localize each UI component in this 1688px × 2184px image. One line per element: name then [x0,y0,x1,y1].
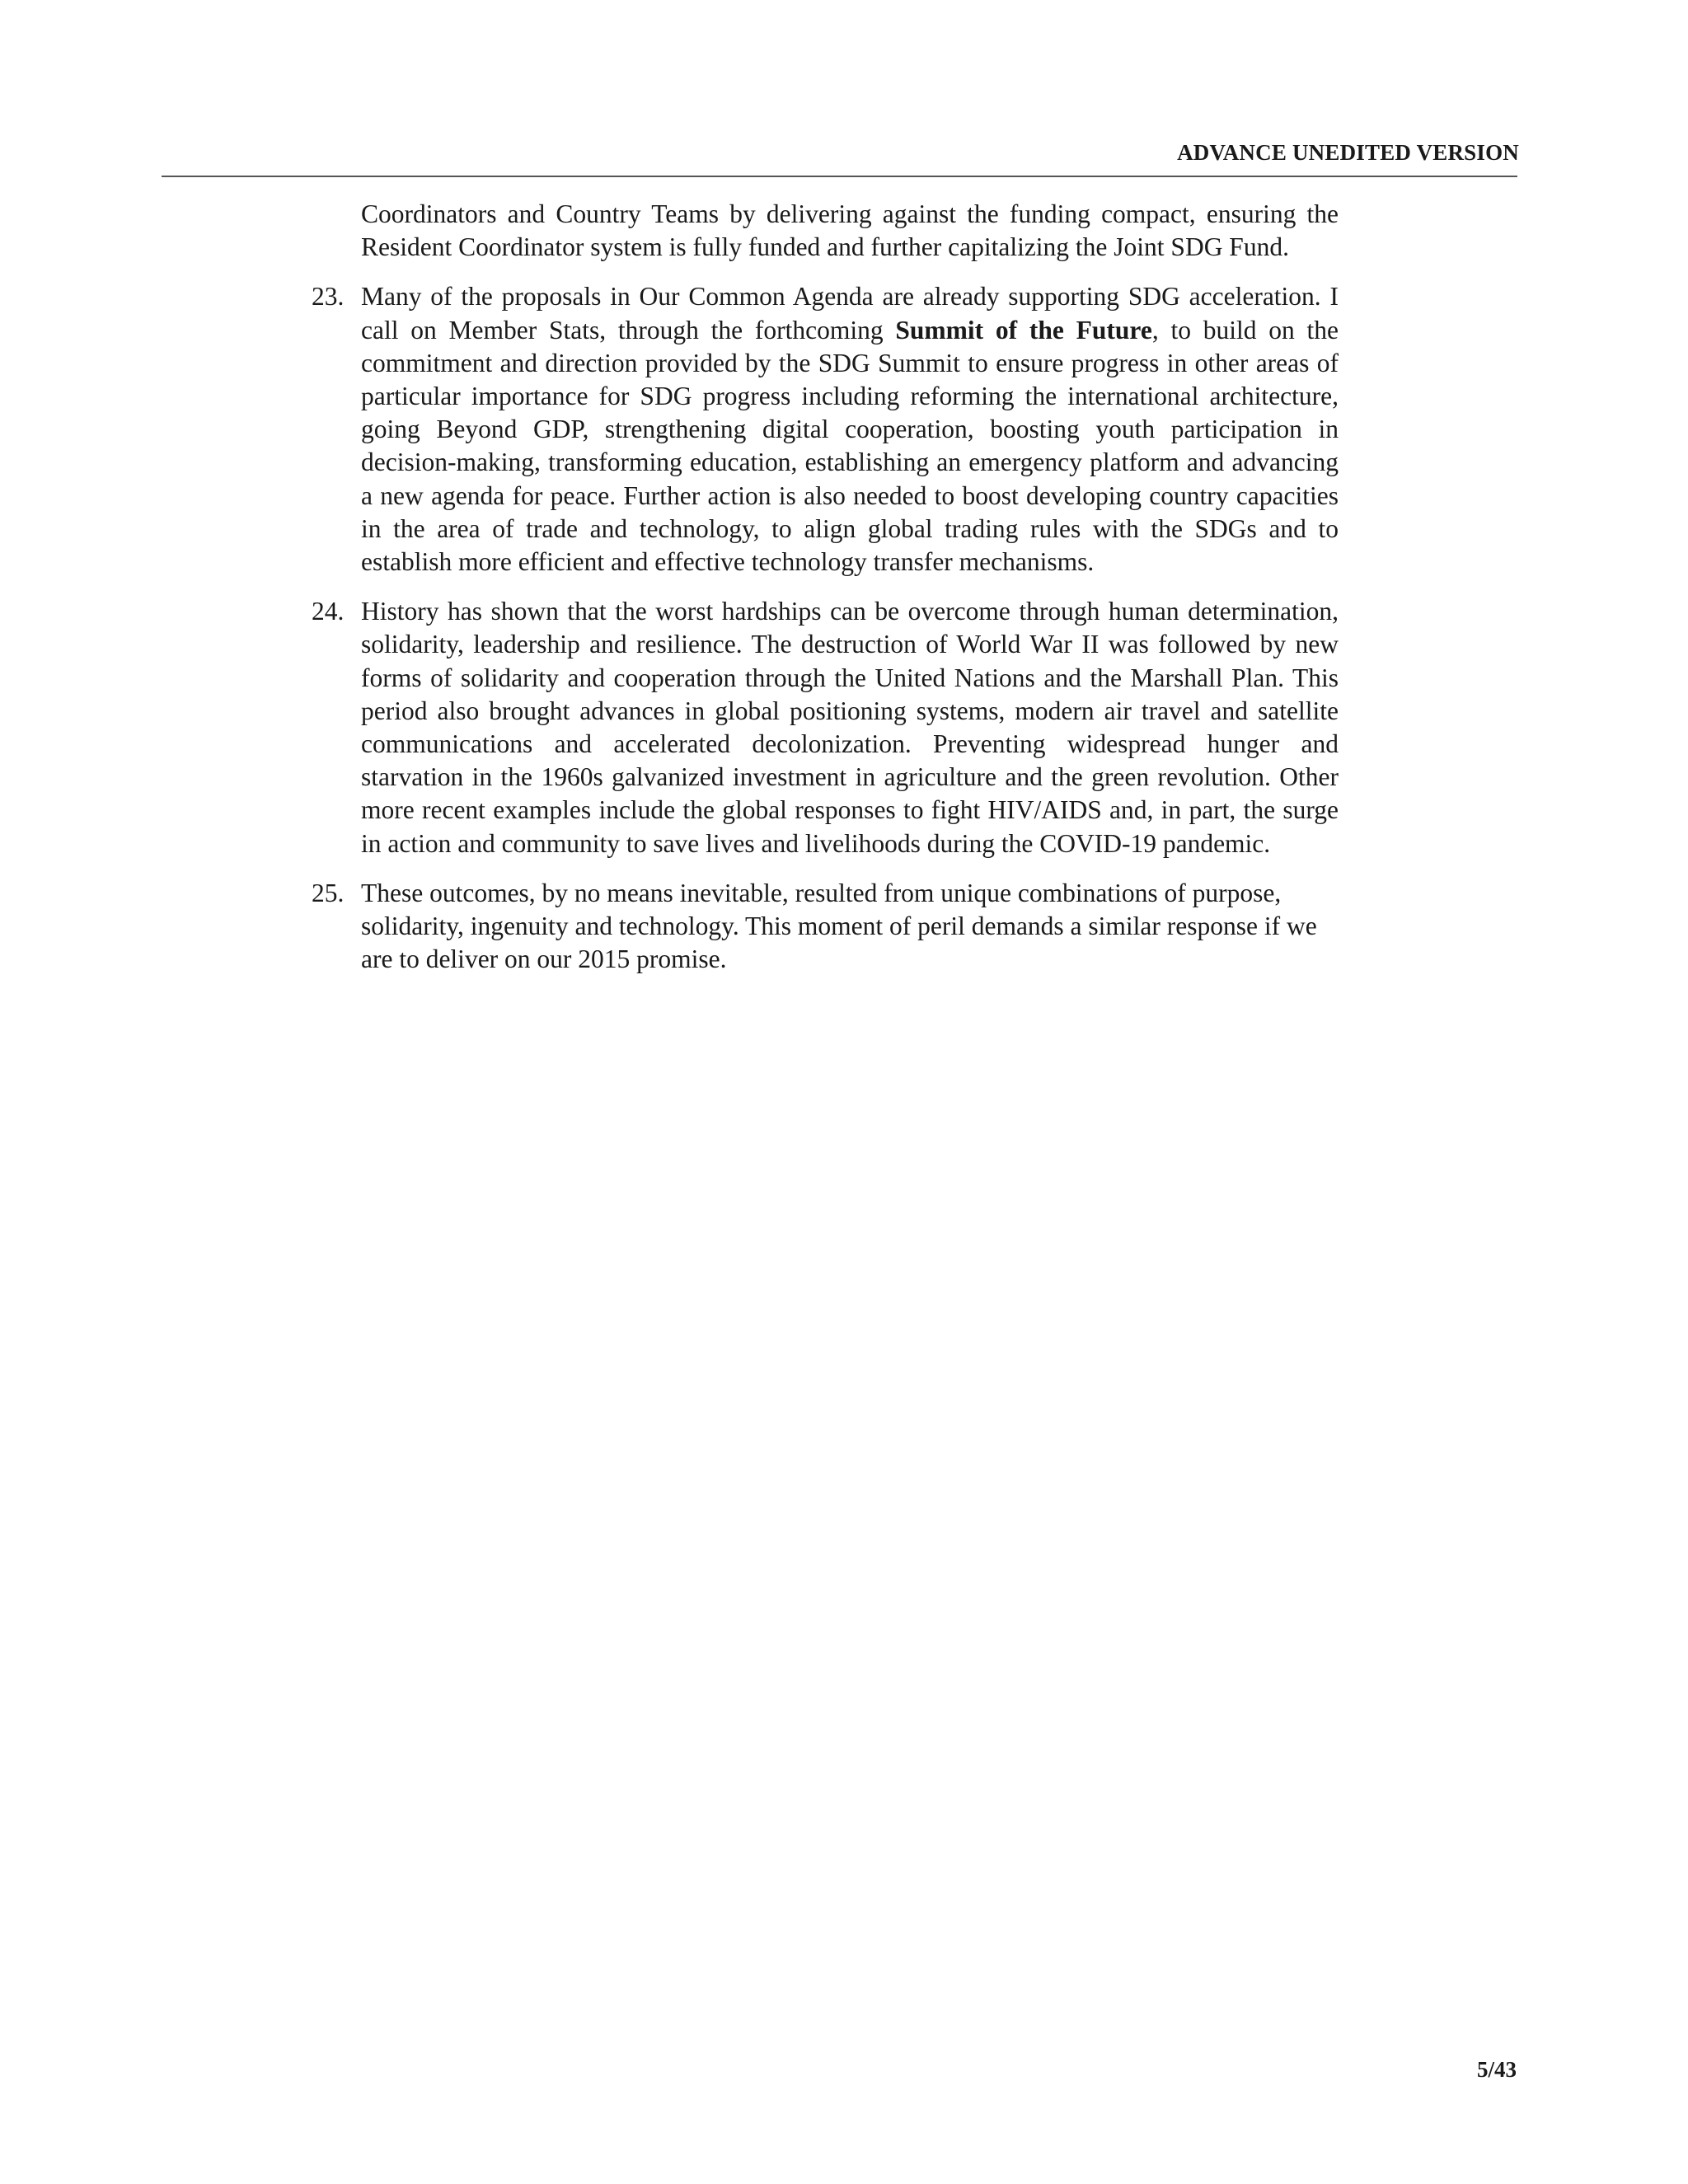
paragraph-number: 24. [312,597,345,626]
paragraph-text: Coordinators and Country Teams by delivering against the funding compact, ensuring the Resident Coordinator system is fully funded and further capitalizing the Joint SDG Fund. [361,199,1339,262]
paragraph-bold-text: Summit of the Future [895,315,1152,344]
document-body [312,198,1339,992]
paragraph-23 [312,280,1339,579]
paragraph-text: History has shown that the worst hardships can be overcome through human determination, solidarity, leadership and resilience. The destruction of World War II was followed by new forms of solidarity and cooperation through the United Nations and the Marshall Plan. This period also brought advances in global positioning systems, modern air travel and satellite communications and accelerated decolonization. Preventing widespread hunger and starvation in the 1960s galvanized investment in agriculture and the green revolution. Other more recent examples include the global responses to fight HIV/AIDS and, in part, the surge in action and community to save lives and livelihoods during the COVID-19 pandemic. [361,597,1339,858]
page-number: 5/43 [1476,2057,1517,2082]
paragraph-text: Many of the proposals in Our Common Agenda are already supporting SDG acceleration. I call on Member Stats, through the forthcoming [361,282,1339,344]
paragraph-text: These outcomes, by no means inevitable, resulted from unique combinations of purpose, solidarity, ingenuity and technology. This moment of peril demands a similar response if we are to deliver on our 2015 promise. [361,878,1317,974]
paragraph-24 [312,595,1339,860]
paragraph-number: 23. [312,282,345,312]
header-divider [162,176,1517,177]
paragraph-25 [312,877,1339,977]
paragraph-continuation [361,198,1339,264]
paragraph-number: 25. [312,878,345,907]
document-header-label: ADVANCE UNEDITED VERSION [1177,140,1519,165]
paragraph-text: , to build on the commitment and direction provided by the SDG Summit to ensure progress in other areas of particular importance for SDG progress including reforming the international architecture, going Beyond GDP, strengthening digital cooperation, boosting youth participation in decision-making, transforming education, establishing an emergency platform and advancing a new agenda for peace. Further action is also needed to boost developing country capacities in the area of trade and technology, to align global trading rules with the SDGs and to establish more efficient and effective technology transfer mechanisms. [361,315,1339,577]
